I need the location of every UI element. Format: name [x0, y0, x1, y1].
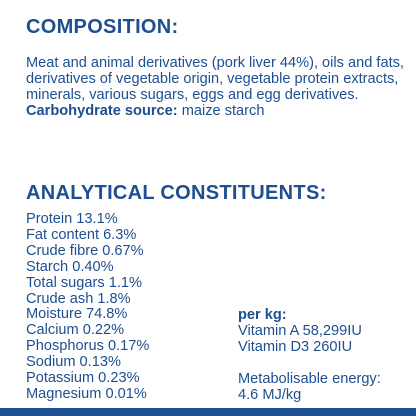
per-kg-spacer — [238, 356, 381, 372]
metabolisable-energy-value: 4.6 MJ/kg — [238, 386, 302, 403]
constituent-protein: Protein 13.1% — [26, 211, 118, 227]
vitamin-a: Vitamin A 58,299IU — [238, 322, 362, 339]
per-kg-section — [238, 308, 381, 403]
constituent-fat: Fat content 6.3% — [26, 226, 137, 243]
constituents-list — [26, 212, 149, 403]
bottom-bar — [0, 408, 416, 416]
constituent-crude-ash: Crude ash 1.8% — [26, 290, 131, 307]
constituent-phosphorus: Phosphorus 0.17% — [26, 338, 150, 355]
composition-section — [26, 55, 410, 119]
constituent-crude-fibre: Crude fibre 0.67% — [26, 242, 144, 259]
carbohydrate-source-label: Carbohydrate source: — [26, 103, 178, 119]
constituent-potassium: Potassium 0.23% — [26, 370, 140, 387]
constituent-sodium: Sodium 0.13% — [26, 354, 121, 371]
metabolisable-energy-label: Metabolisable energy: — [238, 370, 381, 387]
composition-heading: COMPOSITION: — [26, 16, 179, 38]
constituent-calcium: Calcium 0.22% — [26, 322, 125, 339]
carbohydrate-source-value: maize starch — [177, 103, 265, 119]
vitamin-d3: Vitamin D3 260IU — [238, 338, 353, 355]
analytical-constituents-heading: ANALYTICAL CONSTITUENTS: — [26, 182, 327, 204]
constituent-moisture: Moisture 74.8% — [26, 306, 128, 323]
composition-text: Meat and animal derivatives (pork liver 44%), oils and fats, derivatives of vegetable origin, vegetable protein extracts, minerals, various sugars, eggs and egg derivatives. — [26, 55, 404, 103]
carbohydrate-source-line — [26, 103, 410, 119]
constituent-total-sugars: Total sugars 1.1% — [26, 274, 143, 291]
per-kg-label: per kg: — [238, 307, 287, 323]
constituent-magnesium: Magnesium 0.01% — [26, 385, 147, 402]
constituent-starch: Starch 0.40% — [26, 258, 114, 275]
